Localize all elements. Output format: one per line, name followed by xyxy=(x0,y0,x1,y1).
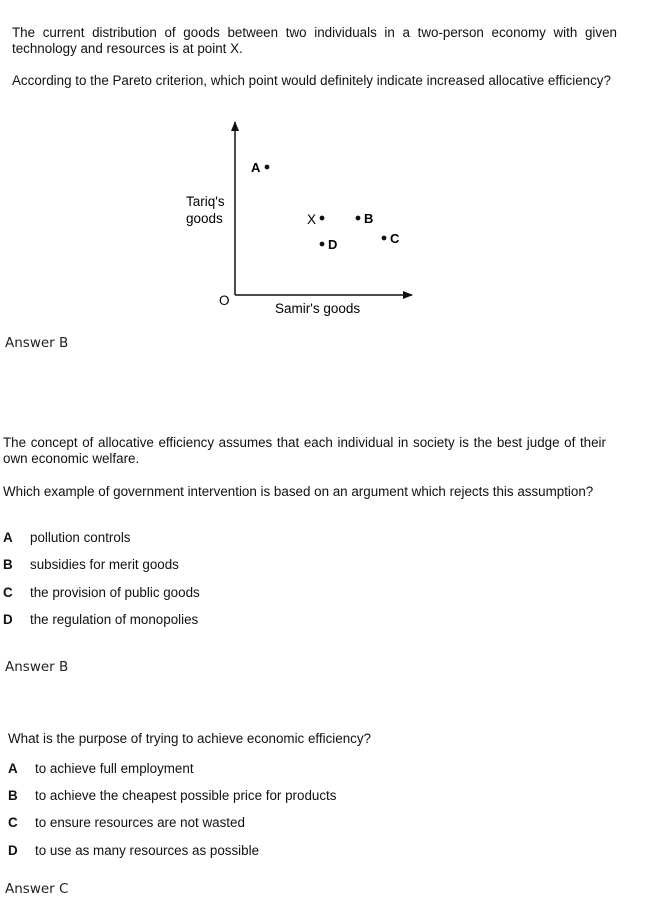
q1-question: According to the Pareto criterion, which point would definitely indicate increased allocative efficiency? xyxy=(12,73,611,88)
q2-answer: Answer B xyxy=(5,659,69,675)
q2-option-a-text: pollution controls xyxy=(30,530,131,545)
q2-intro: The concept of allocative efficiency assumes that each individual in society is the best judge of their own economic welfare. xyxy=(3,435,606,466)
point-d-label: D xyxy=(328,237,338,252)
q3-option-c-text: to ensure resources are not wasted xyxy=(35,815,245,830)
q3-question: What is the purpose of trying to achieve economic efficiency? xyxy=(8,731,371,746)
q3-option-d-text: to use as many resources as possible xyxy=(35,843,260,858)
pareto-diagram xyxy=(0,0,665,340)
q1-intro: The current distribution of goods between two individuals in a two-person economy with given technology and resources is at point X. xyxy=(12,25,617,56)
q2-option-c-letter: C xyxy=(3,585,13,600)
point-b-label: B xyxy=(364,211,374,226)
origin-label: O xyxy=(219,293,230,308)
q3-option-b-letter: B xyxy=(8,788,18,803)
q2-option-d-letter: D xyxy=(3,612,13,627)
q1-answer: Answer B xyxy=(5,335,69,351)
point-c-dot xyxy=(382,236,387,241)
point-x-dot xyxy=(320,216,325,221)
x-axis-label: Samir's goods xyxy=(275,301,361,316)
q3-answer: Answer C xyxy=(5,881,69,897)
q2-question: Which example of government intervention is based on an argument which rejects this assumption? xyxy=(3,484,594,499)
q2-option-b-text: subsidies for merit goods xyxy=(30,557,179,572)
point-x-label: X xyxy=(307,212,317,227)
point-d-dot xyxy=(320,242,325,247)
point-a-label: A xyxy=(251,160,261,175)
q3-option-b-text: to achieve the cheapest possible price for products xyxy=(35,788,337,803)
q2-option-a-letter: A xyxy=(3,530,13,545)
y-axis-label-line1: Tariq's xyxy=(186,194,225,209)
q2-option-c-text: the provision of public goods xyxy=(30,585,200,600)
q3-option-c-letter: C xyxy=(8,815,18,830)
q2-option-d-text: the regulation of monopolies xyxy=(30,612,199,627)
point-b-dot xyxy=(356,216,361,221)
point-a-dot xyxy=(265,165,270,170)
q3-option-d-letter: D xyxy=(8,843,18,858)
q2-option-b-letter: B xyxy=(3,557,13,572)
q3-option-a-letter: A xyxy=(8,761,18,776)
y-axis-label-line2: goods xyxy=(186,211,223,226)
q3-option-a-text: to achieve full employment xyxy=(35,761,194,776)
point-c-label: C xyxy=(390,231,400,246)
